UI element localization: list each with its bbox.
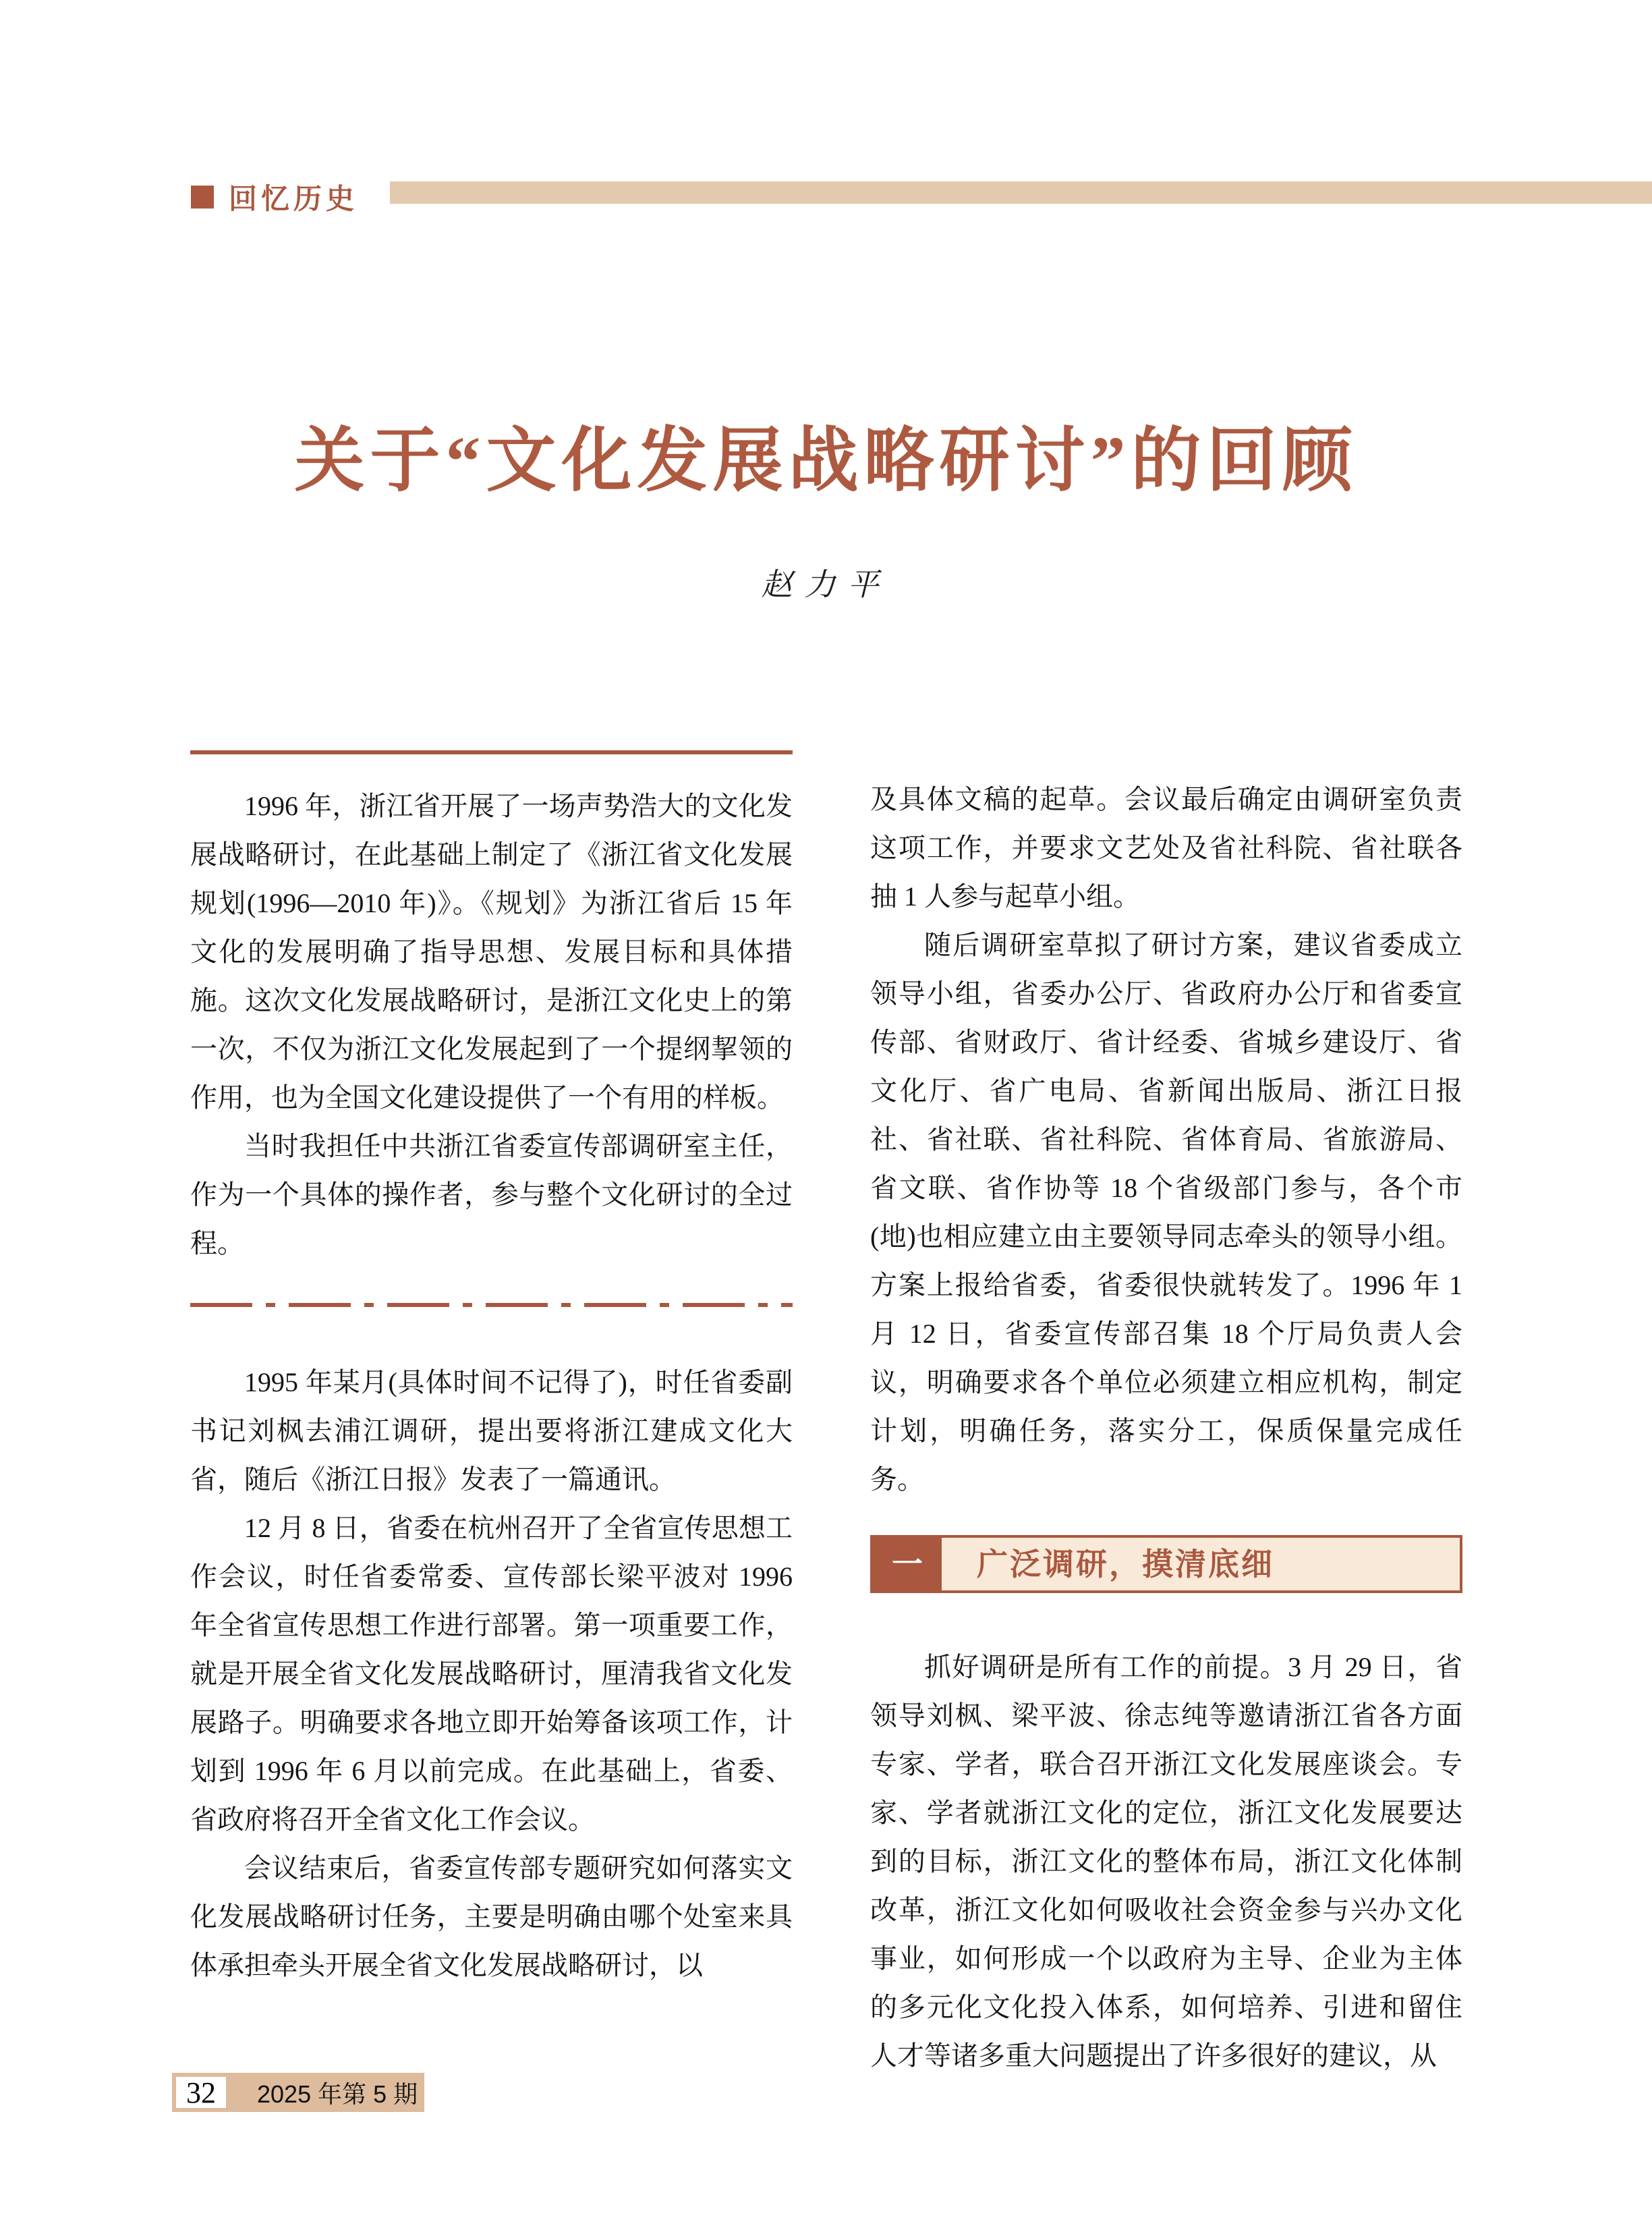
paragraph: 随后调研室草拟了研讨方案，建议省委成立领导小组，省委办公厅、省政府办公厅和省委宣传部、省财政厅、省计经委、省城乡建设厅、省文化厅、省广电局、省新闻出版局、浙江日报社、省社联、省社科院、省体育局、省旅游局、省文联、省作协等 18 个省级部门参与，各个市(地)也相应建立由主要领导同志牵头的领导小组。方案上报给省委，省委很快就转发了。1996 年 1 月 12 日，省委宣传部召集 18 个厅局负责人会议，明确要求各个单位必须建立相应机构，制定计划，明确任务，落实分工，保质保量完成任务。 xyxy=(870,930,1462,1495)
dashed-divider xyxy=(190,1303,793,1307)
issue-label: 2025 年第 5 期 xyxy=(257,2080,418,2108)
article-title: 关于“文化发展战略研讨”的回顾 xyxy=(294,422,1358,500)
category-header xyxy=(191,177,358,217)
paragraph: 1995 年某月(具体时间不记得了)，时任省委副书记刘枫去浦江调研，提出要将浙江建成文化大省，随后《浙江日报》发表了一篇通讯。 xyxy=(190,1367,793,1495)
header-rule-bar xyxy=(390,182,1652,204)
page-footer xyxy=(172,2073,424,2112)
section-number: 一 xyxy=(873,1538,942,1590)
section-heading xyxy=(870,1535,1462,1593)
paragraph: 会议结束后，省委宣传部专题研究如何落实文化发展战略研讨任务，主要是明确由哪个处室来具体承担牵头开展全省文化发展战略研讨，以 xyxy=(190,1853,793,1980)
page-number: 32 xyxy=(176,2077,226,2108)
paragraph: 及具体文稿的起草。会议最后确定由调研室负责这项工作，并要求文艺处及省社科院、省社联各抽 1 人参与起草小组。 xyxy=(870,784,1462,912)
article-author: 赵力平 xyxy=(761,567,891,602)
category-marker-square xyxy=(191,186,214,208)
category-label: 回忆历史 xyxy=(229,183,359,215)
paragraph: 12 月 8 日，省委在杭州召开了全省宣传思想工作会议，时任省委常委、宣传部长梁平波对 1996 年全省宣传思想工作进行部署。第一项重要工作，就是开展全省文化发展战略研讨，厘清我省文化发展路子。明确要求各地立即开始筹备该项工作，计划到 1996 年 6 月以前完成。在此基础上，省委、省政府将召开全省文化工作会议。 xyxy=(190,1513,793,1835)
column-top-rule xyxy=(190,750,793,754)
paragraph: 1996 年，浙江省开展了一场声势浩大的文化发展战略研讨，在此基础上制定了《浙江省文化发展规划(1996—2010 年)》。《规划》为浙江省后 15 年文化的发展明确了指导思想、发展目标和具体措施。这次文化发展战略研讨，是浙江文化史上的第一次，不仅为浙江文化发展起到了一个提纲挈领的作用，也为全国文化建设提供了一个有用的样板。 xyxy=(190,791,793,1113)
right-column xyxy=(870,775,1462,2080)
section-title: 广泛调研，摸清底细 xyxy=(942,1538,1460,1590)
left-column xyxy=(190,782,793,1990)
paragraph: 抓好调研是所有工作的前提。3 月 29 日，省领导刘枫、梁平波、徐志纯等邀请浙江省各方面专家、学者，联合召开浙江文化发展座谈会。专家、学者就浙江文化的定位，浙江文化发展要达到的目标，浙江文化的整体布局，浙江文化体制改革，浙江文化如何吸收社会资金参与兴办文化事业，如何形成一个以政府为主导、企业为主体的多元化文化投入体系，如何培养、引进和留住人才等诸多重大问题提出了许多很好的建议，从 xyxy=(870,1652,1462,2071)
paragraph: 当时我担任中共浙江省委宣传部调研室主任，作为一个具体的操作者，参与整个文化研讨的全过程。 xyxy=(190,1131,793,1258)
